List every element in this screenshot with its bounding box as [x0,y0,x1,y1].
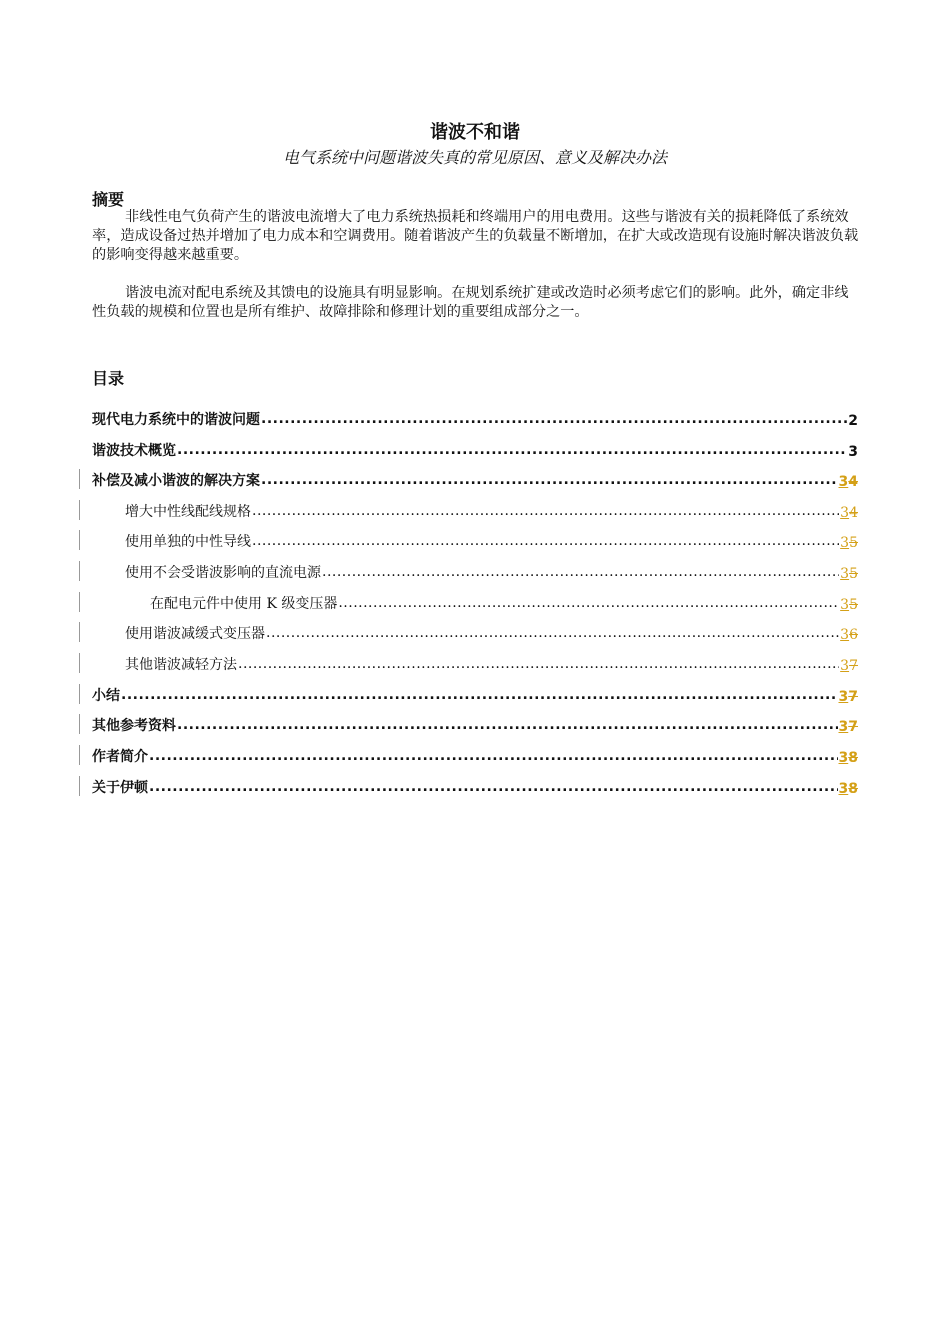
toc-entry-page [839,474,859,490]
toc-entry[interactable] [150,591,858,613]
toc-page-inserted: 3 [840,597,850,613]
toc-page-inserted: 3 [838,689,849,705]
toc-entry[interactable] [92,407,858,429]
toc-page-inserted: 3 [840,566,850,582]
toc-page-deleted: 5 [849,597,858,613]
toc-entry[interactable] [125,652,858,674]
toc-page-inserted: 3 [838,474,849,490]
toc-page-deleted: 4 [848,474,858,490]
toc-leader-dots [338,596,839,613]
toc-page-inserted: 3 [840,627,850,643]
toc-entry-label: 在配电元件中使用 K 级变压器 [150,596,338,612]
change-bar [79,561,80,581]
toc-entry[interactable] [125,529,858,551]
toc-entry-page [840,627,858,643]
change-bar [79,714,80,734]
toc-entry-label: 现代电力系统中的谐波问题 [92,412,260,428]
toc-entry-page [839,750,859,766]
toc-page-deleted: 8 [848,781,858,797]
toc-leader-dots [177,718,838,735]
toc-entry-label: 使用不会受谐波影响的直流电源 [125,565,321,581]
toc-leader-dots [252,534,839,551]
toc-entry-label: 使用单独的中性导线 [125,534,251,550]
toc-entry-label: 其他谐波减轻方法 [125,657,237,673]
toc-entry-page: 2 [848,413,858,429]
abstract-paragraph-1: 非线性电气负荷产生的谐波电流增大了电力系统热损耗和终端用户的用电费用。这些与谐波有关的损耗降低了系统效率，造成设备过热并增加了电力成本和空调费用。随着谐波产生的负载量不断增加，在扩大或改造现有设施时解决谐波负载的影响变得越来越重要。 [92,209,859,263]
toc-page-deleted: 5 [849,535,858,551]
toc-entry[interactable] [92,468,858,490]
toc-entry-page: 3 [848,444,858,460]
toc-page-inserted: 3 [840,505,850,521]
toc-leader-dots [252,504,839,521]
toc-page-inserted: 3 [838,781,849,797]
toc-page-deleted: 5 [849,566,858,582]
toc-leader-dots [238,657,839,674]
change-bar [79,776,80,796]
toc-entry-page [839,689,859,705]
toc-entry-label: 使用谐波减缓式变压器 [125,626,265,642]
toc-leader-dots [266,626,839,643]
toc-entry-label: 其他参考资料 [92,718,176,734]
toc-leader-dots [261,473,838,490]
toc-entry-page [840,566,858,582]
toc-page-inserted: 3 [838,719,849,735]
toc-page-deleted: 4 [849,505,858,521]
change-bar [79,653,80,673]
toc-entry-label: 小结 [92,688,120,704]
change-bar [79,500,80,520]
change-bar [79,684,80,704]
toc-page-deleted: 7 [848,689,858,705]
toc-entry-label: 补偿及减小谐波的解决方案 [92,473,260,489]
toc-entry-label: 关于伊顿 [92,780,148,796]
toc-entry-page [840,505,858,521]
toc-entry-label: 增大中性线配线规格 [125,504,251,520]
abstract-body [92,208,862,322]
toc-entry[interactable] [92,438,858,460]
toc-entry[interactable] [92,775,858,797]
toc-page-deleted: 6 [849,627,858,643]
toc-leader-dots [149,749,838,766]
toc-page-inserted: 3 [838,750,849,766]
toc-page-inserted: 3 [840,658,850,674]
change-bar [79,745,80,765]
change-bar [79,592,80,612]
toc-leader-dots [322,565,839,582]
toc-page-deleted: 8 [848,750,858,766]
toc-entry[interactable] [92,683,858,705]
toc-entry-page [839,781,859,797]
toc-entry-page [840,535,858,551]
toc-entry[interactable] [125,499,858,521]
toc-entry-label: 作者简介 [92,749,148,765]
abstract-heading: 摘要 [92,190,125,209]
toc-entry-page [839,719,859,735]
abstract-paragraph-2: 谐波电流对配电系统及其馈电的设施具有明显影响。在规划系统扩建或改造时必须考虑它们的影响。此外，确定非线性负载的规模和位置也是所有维护、故障排除和修理计划的重要组成部分之一。 [92,285,849,320]
toc-leader-dots [121,688,838,705]
change-bar [79,530,80,550]
toc-entry[interactable] [92,744,858,766]
toc-page-deleted: 7 [849,658,858,674]
document-subtitle: 电气系统中问题谐波失真的常见原因、意义及解决办法 [282,148,667,167]
toc-leader-dots [149,780,838,797]
toc-entry-page [840,658,858,674]
toc-entry-page [840,597,858,613]
toc-leader-dots [261,412,847,429]
toc-entry[interactable] [92,713,858,735]
toc-leader-dots [177,443,847,460]
change-bar [79,622,80,642]
toc-page-inserted: 3 [840,535,850,551]
document-title: 谐波不和谐 [430,122,520,143]
toc-entry[interactable] [125,560,858,582]
toc-entry[interactable] [125,621,858,643]
toc-entry-label: 谐波技术概览 [92,443,176,459]
toc-heading: 目录 [92,369,125,388]
toc-page-deleted: 7 [848,719,858,735]
change-bar [79,469,80,489]
